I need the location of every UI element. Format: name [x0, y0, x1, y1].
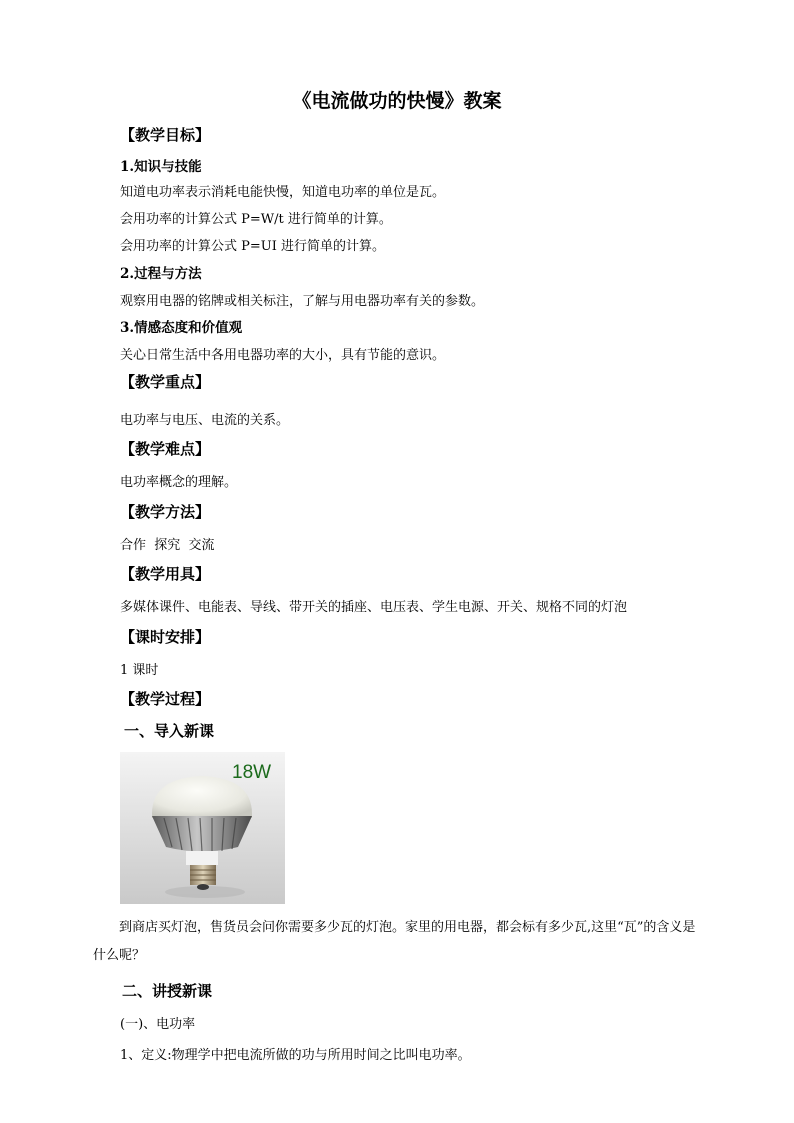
knowledge-item-1: 知道电功率表示消耗电能快慢，知道电功率的单位是瓦。	[120, 185, 446, 200]
process-method-item: 观察用电器的铭牌或相关标注，了解与用电器功率有关的参数。	[120, 294, 485, 309]
schedule-heading: 【课时安排】	[120, 628, 211, 646]
power-heading: (一)、电功率	[120, 1017, 196, 1032]
led-bulb-photo	[120, 752, 285, 904]
difficulty-heading: 【教学难点】	[120, 440, 211, 458]
intro-paragraph: 到商店买灯泡，售货员会问你需要多少瓦的灯泡。家里的用电器，都会标有多少瓦,这里“瓦”的含义是什么呢？	[93, 920, 696, 963]
key-points-text: 电功率与电压、电流的关系。	[120, 413, 290, 428]
attitude-item: 关心日常生活中各用电器功率的大小，具有节能的意识。	[120, 348, 446, 363]
difficulty-text: 电功率概念的理解。	[120, 475, 238, 490]
knowledge-item-3: 会用功率的计算公式 P=UI 进行简单的计算。	[120, 239, 385, 254]
objectives-heading: 【教学目标】	[120, 126, 211, 144]
teaching-process-heading: 【教学过程】	[120, 690, 211, 708]
bulb-icon	[120, 752, 285, 904]
page-title: 《电流做功的快慢》教案	[292, 90, 502, 112]
attitude-heading: 3.情感态度和价值观	[120, 320, 243, 336]
bulb-wattage-label: 18W	[232, 762, 272, 783]
knowledge-heading: 1.知识与技能	[120, 159, 202, 175]
new-lesson-heading: 二、讲授新课	[122, 982, 213, 1000]
schedule-text: 1 课时	[120, 663, 159, 678]
process-method-heading: 2.过程与方法	[120, 266, 202, 282]
tools-heading: 【教学用具】	[120, 565, 211, 583]
methods-text: 合作 探究 交流	[120, 538, 215, 553]
methods-heading: 【教学方法】	[120, 503, 211, 521]
tools-text: 多媒体课件、电能表、导线、带开关的插座、电压表、学生电源、开关、规格不同的灯泡	[120, 600, 628, 615]
key-points-heading: 【教学重点】	[120, 373, 211, 391]
knowledge-item-2: 会用功率的计算公式 P=W/t 进行简单的计算。	[120, 212, 392, 227]
intro-heading: 一、导入新课	[124, 722, 215, 740]
definition-text: 1、定义:物理学中把电流所做的功与所用时间之比叫电功率。	[120, 1048, 471, 1063]
